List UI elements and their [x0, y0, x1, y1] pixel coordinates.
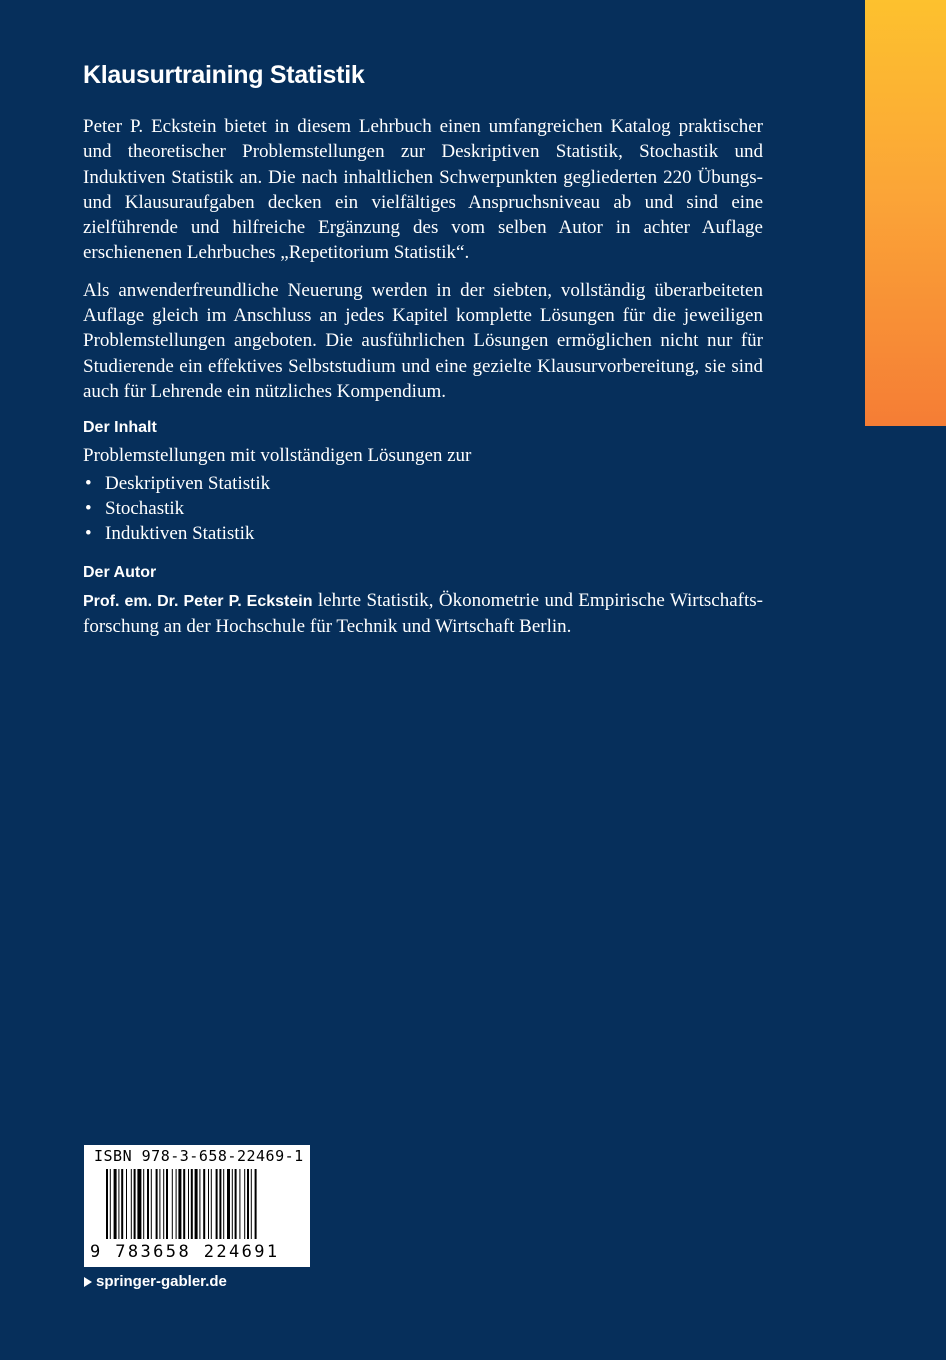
barcode-bar	[239, 1169, 240, 1243]
barcode-bar	[163, 1169, 164, 1243]
list-item-label: Stochastik	[105, 498, 185, 520]
barcode-bar	[134, 1169, 136, 1243]
barcode-bar	[247, 1169, 249, 1243]
description-paragraph-2: Als anwenderfreundliche Neuerung werden in der siebten, vollständig überarbeiteten Auflage gleich im Anschluss an jedes Kapitel komplette Lösungen für die jeweiligen Problemstellungen angeboten. Die ausführlichen Lösungen ermöglichen nicht nur für Studierende ein effektives Selbststudium und eine gezielte Klausurvorbereitung, sie sind auch für Lehrende ein nützliches Kompendium.	[83, 279, 763, 402]
barcode-bar	[251, 1169, 252, 1243]
barcode-bar	[216, 1169, 218, 1243]
barcode-bar	[188, 1169, 189, 1243]
barcode-bar	[203, 1169, 205, 1243]
barcode-bar	[131, 1169, 132, 1243]
barcode-bar	[227, 1169, 230, 1243]
list-item-label: Deskriptiven Statistik	[105, 472, 271, 494]
barcode-bar	[156, 1169, 158, 1243]
publisher-link-label: springer-gabler.de	[96, 1273, 227, 1290]
barcode-bar	[126, 1169, 127, 1243]
barcode-bars	[84, 1169, 310, 1245]
barcode-bar	[191, 1169, 193, 1243]
author-heading: Der Autor	[83, 563, 157, 581]
barcode-bar	[223, 1169, 224, 1243]
barcode-bar	[255, 1169, 257, 1243]
description-paragraph-1: Peter P. Eckstein bietet in diesem Lehrbuch einen umfangreichen Katalog praktischer und theoretischer Problemstellungen zur Deskriptiven Statistik, Stochastik und Induktiven Statistik an. Die nach inhaltlichen Schwerpunkten gegliederten 220 Übungs- und Klausuraufgaben decken ein vielfältiges Anspruchsniveau ab und sind eine zielführende und hilfreiche Ergänzung des vom selben Autor in achter Auflage erschienenen Lehrbuches „Repetitorium Statistik“.	[83, 116, 763, 264]
book-title: Klausurtraining Statistik	[83, 61, 365, 89]
barcode-bar	[208, 1169, 209, 1243]
publisher-website-link[interactable]	[84, 1273, 227, 1290]
contents-list	[83, 471, 763, 547]
accent-color-bar	[865, 0, 946, 426]
contents-heading: Der Inhalt	[83, 419, 157, 437]
list-item	[83, 521, 763, 546]
bullet-icon: •	[85, 498, 92, 520]
barcode-bar	[183, 1169, 185, 1243]
barcode-bar	[121, 1169, 123, 1243]
barcode-bar	[244, 1169, 245, 1243]
barcode-bar	[195, 1169, 198, 1243]
barcode-bar	[151, 1169, 152, 1243]
list-item	[83, 496, 763, 521]
barcode-bar	[114, 1169, 117, 1243]
bullet-icon: •	[85, 523, 92, 545]
list-item-label: Induktiven Statistik	[105, 523, 255, 545]
barcode-bar	[137, 1169, 141, 1243]
contents-intro: Problemstellungen mit vollständigen Lösungen zur	[83, 445, 472, 467]
barcode-bar	[159, 1169, 160, 1243]
barcode-bar	[235, 1169, 237, 1243]
arrow-right-icon	[84, 1277, 92, 1287]
isbn-label: ISBN 978-3-658-22469-1	[94, 1147, 304, 1165]
bullet-icon: •	[85, 472, 92, 494]
isbn-barcode	[84, 1145, 310, 1267]
barcode-bar	[199, 1169, 200, 1243]
barcode-bar	[176, 1169, 177, 1243]
barcode-bar	[147, 1169, 149, 1243]
barcode-bar	[118, 1169, 119, 1243]
barcode-bar	[143, 1169, 144, 1243]
barcode-bar	[166, 1169, 168, 1243]
author-bio	[83, 588, 763, 640]
ean-digits: 9 783658 224691	[90, 1242, 280, 1262]
list-item	[83, 471, 763, 496]
barcode-bar	[106, 1169, 108, 1243]
barcode-bar	[219, 1169, 221, 1243]
back-cover-content	[83, 60, 763, 651]
barcode-bar	[172, 1169, 173, 1243]
author-name: Prof. em. Dr. Peter P. Eckstein	[83, 592, 313, 610]
barcode-bar	[232, 1169, 233, 1243]
barcode-bar	[178, 1169, 181, 1243]
barcode-bar	[110, 1169, 111, 1243]
author-bio-text: lehrte Statistik, Ökonometrie und Empirische Wirtschaftsforschung an der Hochschule für Technik und Wirtschaft Berlin.	[83, 589, 763, 638]
barcode-bar	[211, 1169, 212, 1243]
